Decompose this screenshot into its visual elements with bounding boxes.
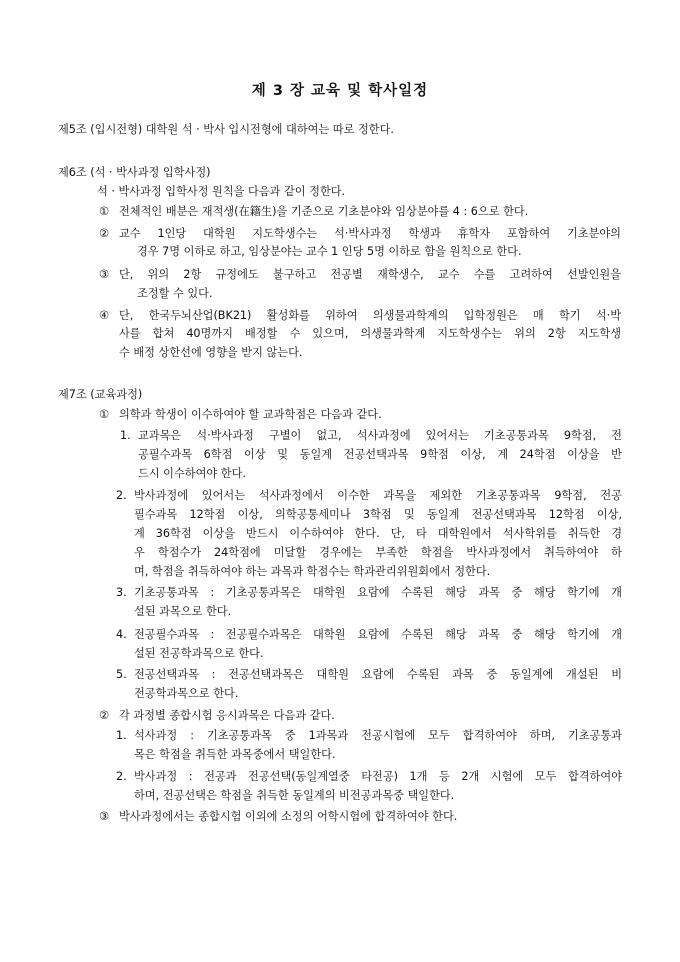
art7-sec2-item-1-marker: 1. <box>116 729 127 742</box>
art7-sec2-item-1-line-2: 목은 학점을 취득한 과목중에서 택일한다. <box>134 748 336 761</box>
art7-sec1-item-5-line-2: 전공학과목으로 한다. <box>134 687 239 700</box>
art6-item-2-line-2: 경우 7명 이하로 하고, 임상분야는 교수 1 인당 5명 이하로 함을 원칙으로 한다. <box>137 245 522 258</box>
art7-sec1-item-4-line-1: 전공필수과목 : 전공필수과목은 대학원 요람에 수록된 해당 과목 중 해당 학기에 개 <box>134 628 622 641</box>
art7-sec-1-text: 의학과 학생이 이수하여야 할 교과학점은 다음과 같다. <box>119 408 382 421</box>
art7-sec1-item-1-line-3: 드시 이수하여야 한다. <box>138 467 246 480</box>
art6-item-3-marker: ③ <box>99 268 110 281</box>
art6-item-1-marker: ① <box>99 205 110 218</box>
art6-item-4-marker: ④ <box>99 309 110 322</box>
art7-sec-3-text: 박사과정에서는 종합시험 이외에 소정의 어학시험에 합격하여야 한다. <box>119 810 458 823</box>
art7-sec-3-marker: ③ <box>99 810 110 823</box>
art6-item-2-marker: ② <box>99 227 110 240</box>
art7-sec1-item-2-line-4: 우 학점수가 24학점에 미달할 경우에는 부족한 학점을 박사과정에서 취득하여야 하 <box>134 546 622 559</box>
art7-sec1-item-3-marker: 3. <box>116 586 127 599</box>
art7-sec1-item-5-marker: 5. <box>116 668 127 681</box>
article-5: 제5조 (입시전형) 대학원 석 · 박사 입시전형에 대하여는 따로 정한다. <box>58 123 394 136</box>
art7-sec-2-marker: ② <box>99 709 110 722</box>
art7-sec1-item-2-line-2: 필수과목 12학점 이상, 의학공통세미나 3학점 및 동일계 전공선택과목 12학점 이상, <box>134 508 622 521</box>
art7-sec2-item-2-line-1: 박사과정 : 전공과 전공선택(동일계열중 타전공) 1개 등 2개 시험에 모두 합격하여야 <box>134 770 622 783</box>
art6-item-1-line-1: 전체적인 배분은 재적생(在籍生)을 기준으로 기초분야와 임상분야를 4 : 6으로 한다. <box>119 205 529 218</box>
art6-item-2-line-1: 교수 1인당 대학원 지도학생수는 석·박사과정 학생과 휴학자 포함하여 기초분야의 <box>119 227 621 240</box>
art7-sec1-item-4-line-2: 설된 전공학과목으로 한다. <box>134 647 264 660</box>
art7-sec1-item-1-line-2: 공필수과목 6학점 이상 및 동일계 전공선택과목 9학점 이상, 계 24학점 이상을 반 <box>138 448 622 461</box>
art6-item-4-line-2: 사를 합쳐 40명까지 배정할 수 있으며, 의생물과학계 지도학생수는 위의 2항 지도학생 <box>119 327 621 340</box>
art7-sec1-item-4-marker: 4. <box>116 628 127 641</box>
art7-sec2-item-1-line-1: 석사과정 : 기초공통과목 중 1과목과 전공시험에 모두 합격하여야 하며, 기초공통과 <box>134 729 622 742</box>
art6-item-3-line-1: 단, 위의 2항 규정에도 불구하고 전공별 재학생수, 교수 수를 고려하여 선발인원을 <box>119 268 621 281</box>
art6-item-3-line-2: 조정할 수 있다. <box>137 287 213 300</box>
art6-item-4-line-1: 단, 한국두뇌산업(BK21) 활성화를 위하여 의생물과학계의 입학정원은 매 학기 석·박 <box>119 309 621 322</box>
art7-sec1-item-2-line-5: 며, 학점을 취득하여야 하는 과목과 학점수는 학과관리위원회에서 정한다. <box>134 565 491 578</box>
article-6-heading: 제6조 (석 · 박사과정 입학사정) <box>58 166 211 179</box>
art6-item-4-line-3: 수 배정 상한선에 영향을 받지 않는다. <box>119 346 303 359</box>
art7-sec1-item-1-marker: 1. <box>120 429 131 442</box>
art7-sec1-item-3-line-1: 기초공통과목 : 기초공통과목은 대학원 요람에 수록된 해당 과목 중 해당 학기에 개 <box>134 586 622 599</box>
article-7-heading: 제7조 (교육과정) <box>58 388 143 401</box>
art7-sec-2-text: 각 과정별 종합시험 응시과목은 다음과 같다. <box>119 709 335 722</box>
art7-sec1-item-5-line-1: 전공선택과목 : 전공선택과목은 대학원 요람에 수록된 과목 중 동일계에 개설된 비 <box>134 668 622 681</box>
art7-sec2-item-2-marker: 2. <box>116 770 127 783</box>
art7-sec1-item-2-line-3: 계 36학점 이상을 반드시 이수하여야 한다. 단, 타 대학원에서 석사학위를 취득한 경 <box>134 527 622 540</box>
art7-sec2-item-2-line-2: 하며, 전공선택은 학점을 취득한 동일계의 비전공과목중 택일한다. <box>134 789 455 802</box>
art7-sec1-item-3-line-2: 설된 과목으로 한다. <box>134 605 232 618</box>
chapter-title: 제 3 장 교육 및 학사일정 <box>251 83 429 99</box>
art7-sec1-item-1-line-1: 교과목은 석·박사과정 구별이 없고, 석사과정에 있어서는 기초공통과목 9학점, 전 <box>138 429 622 442</box>
art7-sec-1-marker: ① <box>99 408 110 421</box>
art7-sec1-item-2-marker: 2. <box>116 489 127 502</box>
art7-sec1-item-2-line-1: 박사과정에 있어서는 석사과정에서 이수한 과목을 제외한 기초공통과목 9학점, 전공 <box>134 489 622 502</box>
article-6-intro: 석 · 박사과정 입학사정 원칙을 다음과 같이 정한다. <box>97 185 346 198</box>
